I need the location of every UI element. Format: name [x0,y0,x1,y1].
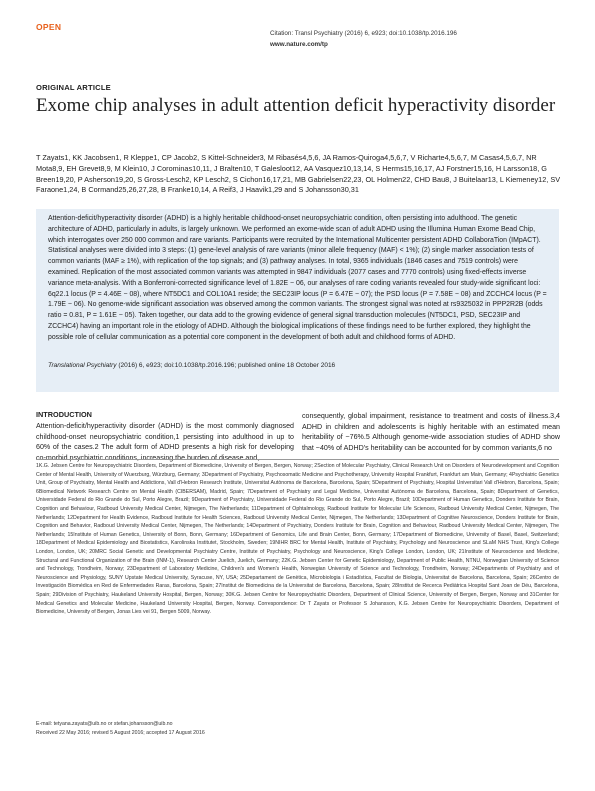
citation-details: (2016) 6, e923; doi:10.1038/tp.2016.196; published online 18 October 2016 [116,362,336,369]
abstract-text: Attention-deficit/hyperactivity disorder (ADHD) is a highly heritable childhood-onset neuropsychiatric condition, often persisting into adulthood. The genetic architecture of ADHD, particularly in adults, is largely unknown. We performed an exome-wide scan of adult ADHD using the Illumina Human Exome Bead Chip, which interrogates over 250 000 common and rare variants. Participants were recruited by the International Multicenter persistent ADHD CollaboraTion (IMpACT). Statistical analyses were divided into 3 steps: (1) gene-level analysis of rare variants (minor allele frequency (MAF) < 1%); (2) single marker association tests of common variants (MAF ≥ 1%), with replication of the top signals; and (3) pathway analyses. In total, 9365 individuals (1846 cases and 7519 controls) were examined. Replication of the most associated common variants was attempted in 9847 individuals (2077 cases and 7770 controls) using fixed-effects inverse variance meta-analysis. With a Bonferroni-corrected significance level of 1.82E − 06, our analyses of rare coding variants revealed four study-wide significant loci: 6q22.1 locus (P = 4.46E − 08), where NT5DC1 and COL10A1 reside; the SEC23IP locus (P = 6.47E − 07); the PSD locus (P = 7.58E − 08) and ZCCHC4 locus (P = 1.79E − 06). No genome-wide significant association was observed among the common variants. The strongest signal was noted at rs9325032 in PPP2R2B (odds ratio = 0.81, P = 1.61E − 05). Taken together, our data add to the growing evidence of general signal transduction molecules (NT5DC1, PSD, SEC23IP and ZCCHC4) having an important role in the etiology of ADHD. Although the biological implications of these findings need to be further explored, they highlight the possible role of cellular communication as a potential core component in the development of both adult and childhood forms of ADHD. [48,215,547,341]
journal-name: Translational Psychiatry [48,362,117,369]
abstract-citation [48,362,548,369]
received-dates: Received 22 May 2016; revised 5 August 2016; accepted 17 August 2016 [36,730,205,736]
footnote-divider [36,459,559,460]
correspondence-email[interactable]: E-mail: tetyana.zayats@uib.no or stefan.johansson@uib.no [36,721,173,727]
article-type-label: ORIGINAL ARTICLE [36,83,111,92]
header-citation: Citation: Transl Psychiatry (2016) 6, e923; doi:10.1038/tp.2016.196 [270,30,457,37]
article-title: Exome chip analyses in adult attention deficit hyperactivity disorder [36,95,556,116]
open-access-badge: OPEN [36,22,62,32]
author-list: T Zayats1, KK Jacobsen1, R Kleppe1, CP Jacob2, S Kittel-Schneider3, M Ribasés4,5,6, JA Ramos-Quiroga4,5,6,7, V Richarte4,5,6,7, M Casas4,5,6,7, NR Mota8,9, EH Grevet8,9, M Klein10, J Corominas10,11, J Bralten10, T Galesloot12, AA Vasquez10,13,14, S Herms15,16,17, AJ Forstner15,16, H Larsson18, G Breen19,20, P Asherson19,20, S Gross-Lesch2, KP Lesch2, S Cichon16,17,21, MB Gabrielsen22,23, OL Holmen22, CHD Bau8, J Buitelaar13, L Kiemeney12, SV Faraone1,24, B Cormand25,26,27,28, B Franke10,14, A Reif3, J Haavik1,29 and S Johansson30,31 [36,153,561,195]
journal-website-link[interactable]: www.nature.com/tp [270,41,328,48]
affiliations-footnote: 1K.G. Jebsen Centre for Neuropsychiatric Disorders, Department of Biomedicine, University of Bergen, Bergen, Norway; 2Section of Molecular Psychiatry, Clinical Research Unit on Disorders of Neurodevelopment and Cognition Center of Mental Health, University of Wuerzburg, Würzburg, Germany; 3Department of Psychiatry, Psychosomatic Medicine and Psychotherapy, University Hospital Frankfurt, Frankfurt am Main, Germany; 4Psychiatric Genetics Unit, Group of Psychiatry, Mental Health and Addictions, Vall d'Hebron Research Institute, Universitat Autònoma de Barcelona, Barcelona, Spain; 5Department of Psychiatry, Hospital Universitari Vall d'Hebron, Barcelona, Spain; 6Biomedical Network Research Centre on Mental Health (CIBERSAM), Madrid, Spain; 7Department of Psychiatry and Legal Medicine, Universitat Autònoma de Barcelona, Barcelona, Spain; 8Department of Genetics, Universidade Federal do Rio Grande do Sul, Porto Alegre, Brazil; 9Department of Psychiatry, Universidade Federal do Rio Grande do Sul, Porto Alegre, Brazil; 10Department of Human Genetics, Donders Institute for Brain, Cognition and Behaviour, Radboud University Medical Center, Nijmegen, The Netherlands; 11Department of Ophtalmology, Radboud Institute for Molecular Life Sciences, Radboud University Medical Center, Nijmegen, The Netherlands; 12Department for Health Evidence, Radboud Institute for Health Sciences, Radboud University Medical Center, Nijmegen, The Netherlands; 13Department of Cognitive Neuroscience, Donders Institute for Brain, Cognition and Behavior, Radboud University Medical Center, Nijmegen, The Netherlands; 14Department of Psychiatry, Donders Institute for Brain, Cognition and Behaviour, Radboud University Medical Center, Nijmegen, The Netherlands; 15Institute of Human Genetics, University of Bonn, Bonn, Germany; 16Department of Genomics, Life and Brain Center, Bonn, Germany; 17Department of Biomedicine, University of Basel, Basel, Switzerland; 18Department of Medical Epidemiology and Biostatistics, Karolinska Institutet, Stockholm, Sweden; 19NIHR BRC for Mental Health, Institute of Psychiatry, Psychology and Neuroscience and SLaM NHS Trust, King's College London, London, UK; 20MRC Social Genetic and Developmental Psychiatry Centre, Institute of Psychiatry, Psychology and Neuroscience, King's College London, London, UK; 21Institute of Neuroscience and Medicine, Structural and Functional Organization of the Brain (INM-1), Research Center Juelich, Juelich, Germany; 22K.G. Jebsen Center for Genetic Epidemiology, Department of Public Health, NTNU, Norwegian University of Science and Technology, Trondheim, Norway; 23Department of Laboratory Medicine, Children's and Women's Health, Norwegian University of Science and Technology, Trondheim, Norway; 24Departments of Psychiatry and of Neuroscience and Physiology, SUNY Upstate Medical University, Syracuse, NY, USA; 25Departament de Genètica, Microbiologia i Estadística, Facultat de Biologia, Universitat de Barcelona, Barcelona, Spain; 26Centro de Investigación Biomédica en Red de Enfermedades Raras, Barcelona, Spain; 27Institut de Biomedicina de la Universitat de Barcelona, Barcelona, Spain; 28Institut de Recerca Pediàtrica Hospital Sant Joan de Déu, Barcelona, Spain; 29Division of Psychiatry, Haukeland University Hospital, Bergen, Norway; 30K.G. Jebsen Centre for Neuropsychiatric Disorders, Department of Clinical Science, University of Bergen, Bergen, Norway and 31Center for Medical Genetics and Molecular Medicine, Haukeland University Hospital, Bergen, Norway. Correspondence: Dr T Zayats or Professor S Johansson, K.G. Jebsen Centre for Neuropsychiatric Disorders, Department of Biomedicine, University of Bergen, Jonas Lies vei 91, Bergen 5009, Norway. [36,463,559,616]
introduction-heading: INTRODUCTION [36,410,92,419]
introduction-left-column: Attention-deficit/hyperactivity disorder (ADHD) is the most commonly diagnosed childhood-onset neuropsychiatric condition,1 persisting into adulthood in up to 60% of the cases.2 The adult form of ADHD presents a high risk for developing co-morbid psychiatric conditions, increasing the burden of disease and, [36,422,294,462]
introduction-right-column: consequently, global impairment, resistance to treatment and costs of illness.3,4 ADHD in children and adolescents is highly heritable with an estimated mean heritability of ~76%.5 Although genome-wide association studies of ADHD show that ~40% of ADHD's heritability can be accounted for by common variants,6 no [302,412,560,452]
